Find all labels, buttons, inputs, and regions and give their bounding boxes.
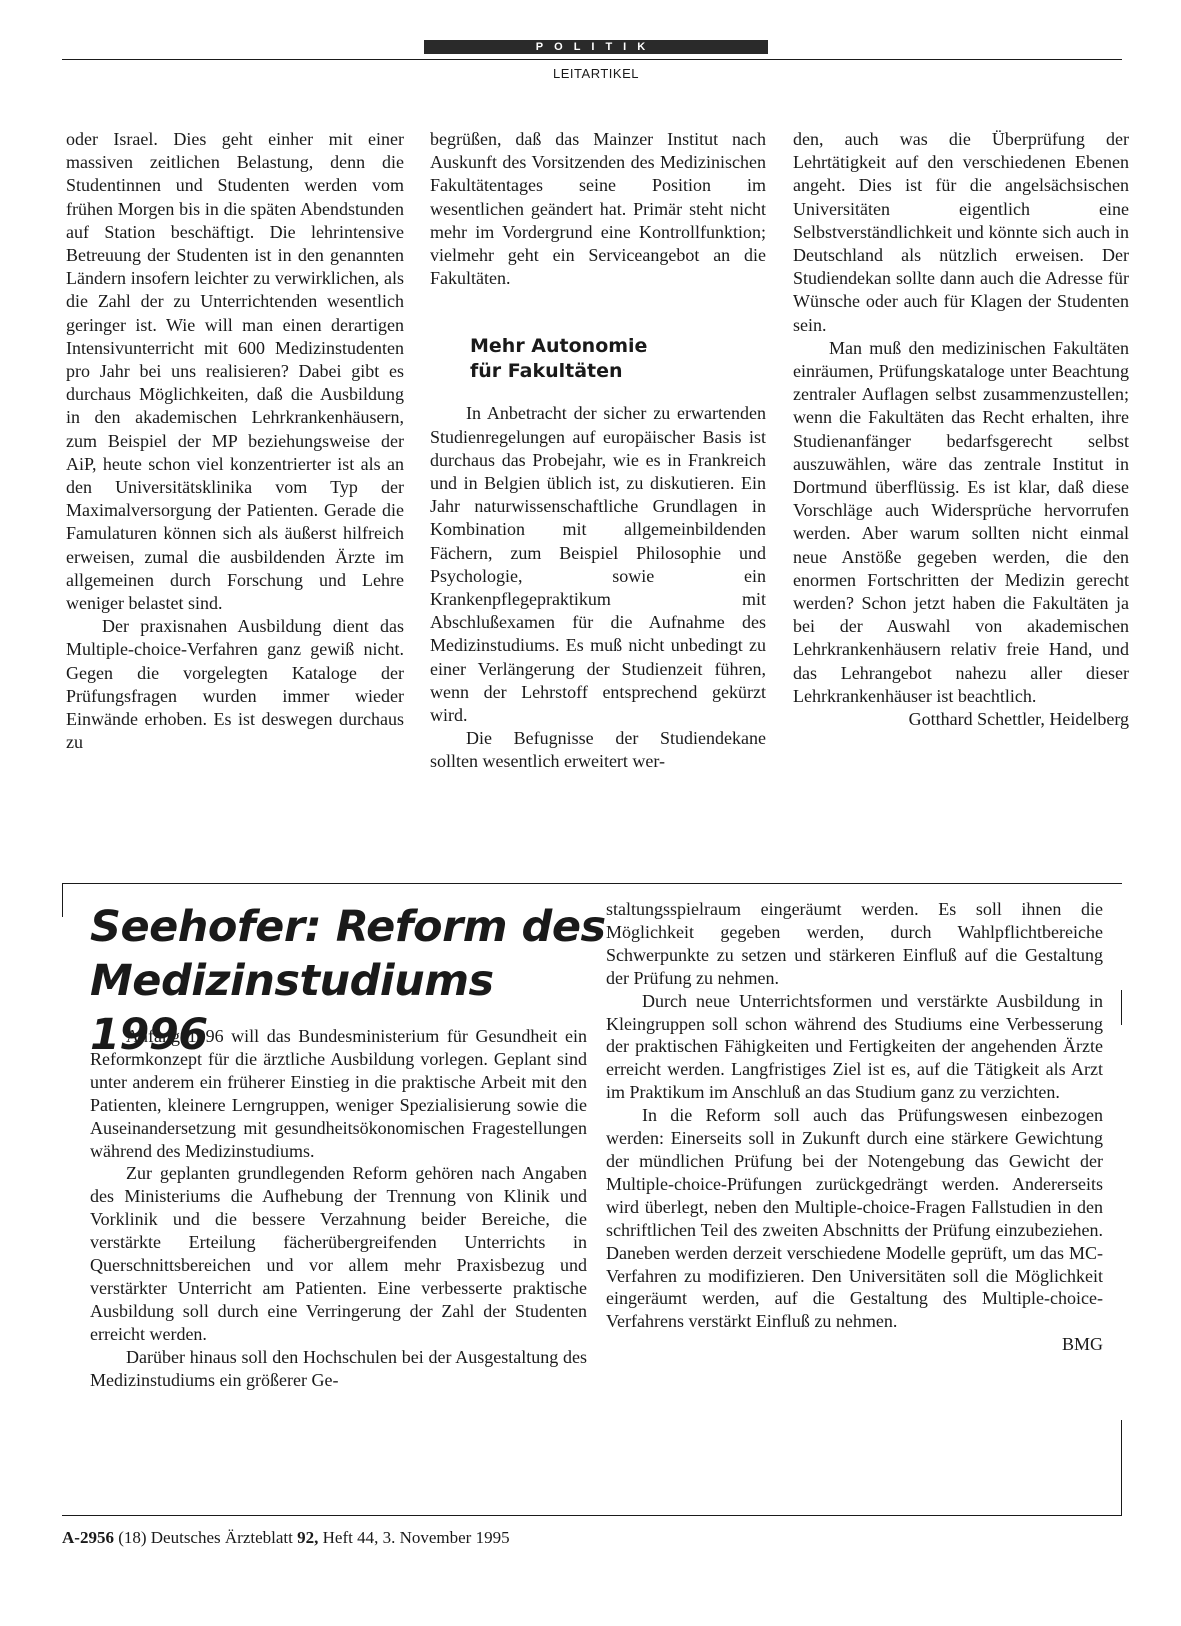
issue-info: Heft 44, 3. November 1995: [322, 1528, 510, 1547]
box-border-right: [1121, 990, 1122, 1025]
paragraph: Anfang 1996 will das Bundesministerium für Gesundheit ein Reformkonzept für die ärztliche Ausbildung vorlegen. Geplant sind unter anderem ein früherer Einstieg in die praktische Arbeit mit den Patienten, kleinere Lerngruppen, weniger Spezialisierung sowie die Auseinandersetzung mit gesundheitsökonomischen Fragestellungen während des Medizinstudiums.: [90, 1026, 587, 1161]
article-column-2: [430, 128, 766, 774]
header-rule: [62, 59, 1122, 60]
subsection-label: LEITARTIKEL: [553, 66, 639, 81]
subheading-line-1: Mehr Autonomie: [470, 335, 648, 358]
headline-line-1: Seehofer: Reform des: [90, 902, 606, 952]
source-credit: BMG: [1061, 1334, 1103, 1355]
paragraph: den, auch was die Überprüfung der Lehrtätigkeit auf den verschiedenen Ebenen angeht. Dies ist für die angelsächsischen Universitäten eigentlich eine Selbstverständlichkeit und könnte sich auch in Deutschland als nützlich erweisen. Der Studiendekan sollte dann auch die Adresse für Wünsche oder auch für Klagen der Studenten sein.: [793, 129, 1129, 335]
journal-name: (18) Deutsches Ärzteblatt: [118, 1528, 293, 1547]
page-footer: [62, 1528, 962, 1548]
article-column-3: [793, 128, 1129, 731]
paragraph: Man muß den medizinischen Fakultäten einräumen, Prüfungskataloge unter Beachtung zentraler Auflagen selbst zusammenzustellen; wenn die Fakultäten das Recht erhalten, ihre Studienanfänger bedarfsgerecht selbst auszuwählen, wäre das zentrale Institut in Dortmund überflüssig. Es ist klar, daß diese Vorschläge auch Widersprüche hervorrufen werden. Aber warum sollten nicht einmal neue Anstöße gegeben werden, die den enormen Fortschritten der Medizin gerecht werden? Schon jetzt haben die Fakultäten ja bei der Auswahl von akademischen Lehrkrankenhäusern relativ freie Hand, und das Lehrangebot nahezu aller dieser Lehrkrankenhäuser ist beachtlich.: [793, 337, 1129, 706]
box-border-bottom: [62, 1515, 1122, 1516]
article-column-1: [66, 128, 404, 754]
paragraph: In die Reform soll auch das Prüfungswesen einbezogen werden: Einerseits soll in Zukunft durch eine stärkere Gewichtung der mündlichen Prüfung bei der Notengebung das Gewicht der Multiple-choice-Prüfungen zurückgedrängt werden. Andererseits wird überlegt, neben den Multiple-choice-Fragen Fallstudien in den schriftlichen Teil des zweiten Abschnitts der Prüfung einzubeziehen. Daneben werden derzeit verschiedene Modelle geprüft, um das MC-Verfahren zu modifizieren. Den Universitäten soll die Möglichkeit eingeräumt werden, auf die Gestaltung des Multiple-choice-Verfahrens verstärkt Einfluß zu nehmen.: [606, 1105, 1103, 1332]
paragraph: staltungsspielraum eingeräumt werden. Es soll ihnen die Möglichkeit gegeben werden, durch Wahlpflichtbereiche Schwerpunkte zu setzen und stärkeren Einfluß auf die Gestaltung der Prüfung zu nehmen.: [606, 899, 1103, 988]
paragraph: oder Israel. Dies geht einher mit einer massiven zeitlichen Belastung, denn die Studentinnen und Studenten werden vom frühen Morgen bis in die späten Abendstunden auf Station beschäftigt. Die lehrintensive Betreuung der Studenten ist in den genannten Ländern insofern leichter zu verwirklichen, als die Zahl der zu Unterrichtenden wesentlich geringer ist. Wie will man einen derartigen Intensivunterricht mit 600 Medizinstudenten pro Jahr bei uns realisieren? Dabei gibt es durchaus Möglichkeiten, daß die Ausbildung in den akademischen Lehrkrankenhäusern, zum Beispiel der MP beziehungsweise der AiP, heute schon viel konzentrierter ist als an den Universitätsklinika vom Typ der Maximalversorgung der Patienten. Gerade die Famulaturen können sich als äußerst hilfreich erweisen, zumal die ausbildenden Ärzte im allgemeinen durch Forschung und Lehre weniger belastet sind.: [66, 129, 404, 614]
box-column-right: [606, 898, 1103, 1356]
box-border-top: [62, 883, 1122, 884]
paragraph: Der praxisnahen Ausbildung dient das Multiple-choice-Verfahren ganz gewiß nicht. Gegen die vorgelegten Kataloge der Prüfungsfragen wurden immer wieder Einwände erhoben. Es ist deswegen durchaus zu: [66, 616, 404, 753]
subheading-line-2: für Fakultäten: [470, 360, 623, 383]
headline-line-2: Medizinstudiums 1996: [90, 956, 494, 1060]
page-number: A-2956: [62, 1528, 114, 1547]
paragraph: In Anbetracht der sicher zu erwartenden Studienregelungen auf europäischer Basis ist durchaus das Probejahr, wie es in Frankreich und in Belgien üblich ist, zu diskutieren. Ein Jahr naturwissenschaftliche Grundlagen in Kombination mit allgemeinbildenden Fächern, zum Beispiel Philosophie und Psychologie, sowie ein Krankenpflegepraktikum mit Abschlußexamen für die Aufnahme des Medizinstudiums. Es muß nicht unbedingt zu einer Verlängerung der Studienzeit führen, wenn der Lehrstoff entsprechend gekürzt wird.: [430, 403, 766, 726]
author-signature: Gotthard Schettler, Heidelberg: [908, 709, 1129, 730]
paragraph: Die Befugnisse der Studiendekane sollten wesentlich erweitert wer-: [430, 728, 766, 772]
box-border-left: [62, 883, 63, 917]
box-border-right-lower: [1121, 1420, 1122, 1515]
paragraph: Darüber hinaus soll den Hochschulen bei der Ausgestaltung des Medizinstudiums ein größerer Ge-: [90, 1346, 587, 1390]
paragraph: Durch neue Unterrichtsformen und verstärkte Ausbildung in Kleingruppen soll schon während des Studiums eine Verbesserung der praktischen Fähigkeiten und Fertigkeiten der angehenden Ärzte erreicht werden. Langfristiges Ziel ist es, auf die Tätigkeit als Arzt im Praktikum im Anschluß an das Studium ganz zu verzichten.: [606, 990, 1103, 1103]
subheading: [470, 334, 766, 384]
box-column-left: [90, 1025, 587, 1392]
section-label: POLITIK: [424, 40, 768, 54]
paragraph: begrüßen, daß das Mainzer Institut nach Auskunft des Vorsitzenden des Medizinischen Fakultätentages seine Position im wesentlichen geändert hat. Primär steht nicht mehr im Vordergrund eine Kontrollfunktion; vielmehr geht ein Serviceangebot an die Fakultäten.: [430, 129, 766, 289]
volume-number: 92,: [297, 1528, 319, 1547]
paragraph: Zur geplanten grundlegenden Reform gehören nach Angaben des Ministeriums die Aufhebung der Trennung von Klinik und Vorklinik und die bessere Verzahnung beider Bereiche, die verstärkte Erteilung fächerübergreifenden Unterrichts in Querschnittsbereichen und vor allem mehr Praxisbezug und verstärkter Unterricht am Patienten. Eine verbesserte praktische Ausbildung soll durch eine Verringerung der Zahl der Studenten erreicht werden.: [90, 1163, 587, 1344]
